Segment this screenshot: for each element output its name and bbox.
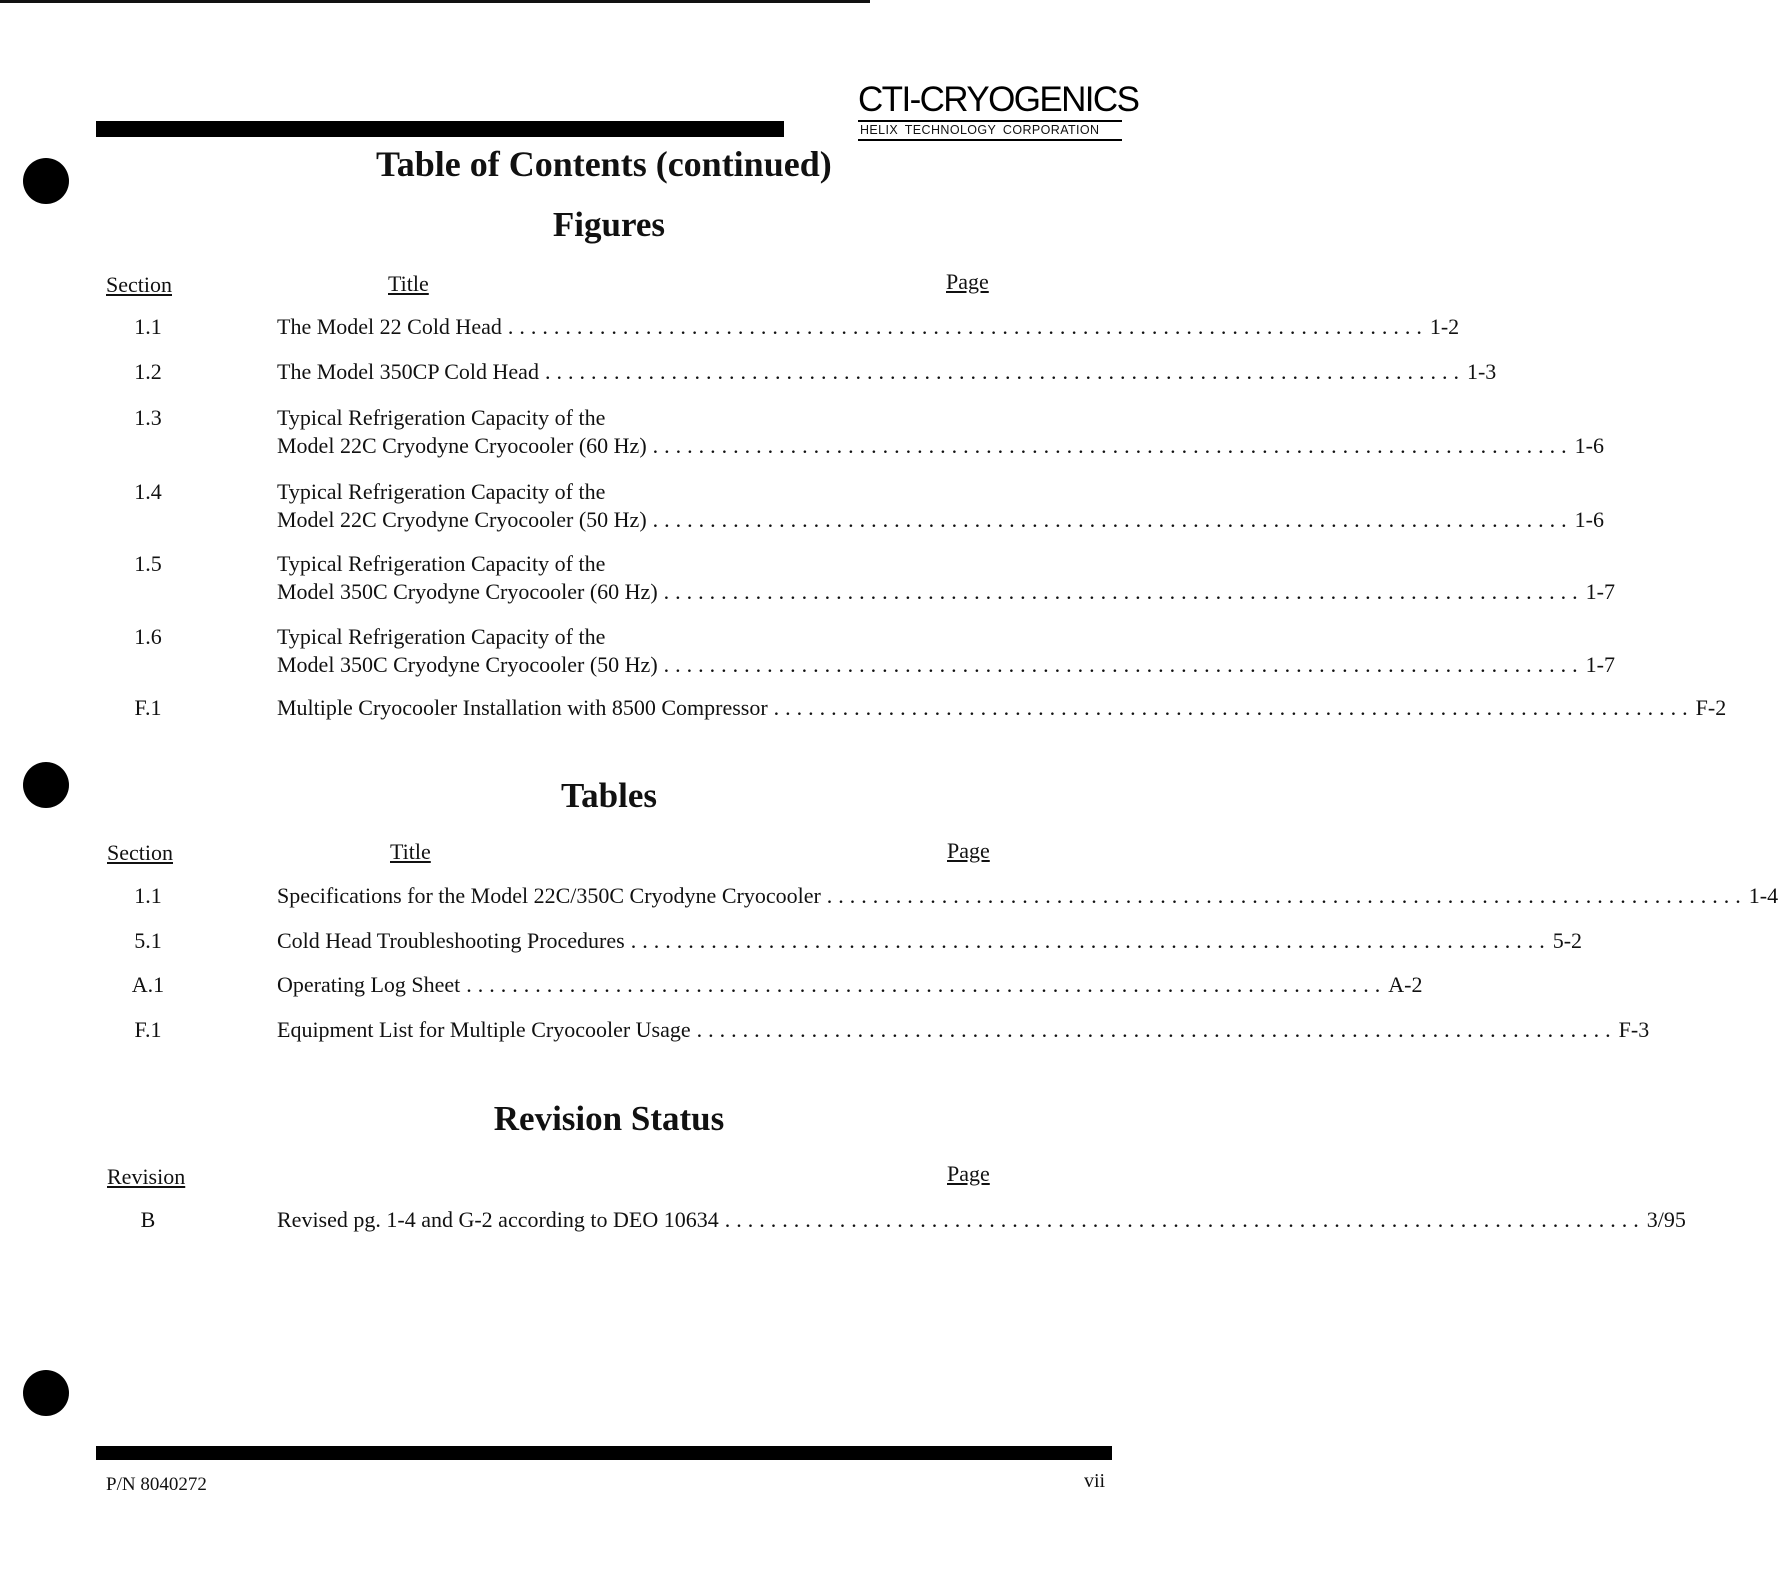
dot-leader: ................................................................................: [826, 883, 1747, 908]
entry-title-line: [277, 971, 1423, 999]
entry-title-text: Equipment List for Multiple Cryocooler Usage: [277, 1017, 691, 1042]
binder-hole-bottom: [23, 1370, 69, 1416]
entry-title: [277, 623, 1615, 679]
revision-col-page: Page: [947, 1161, 990, 1186]
figures-col-page: Page: [946, 269, 989, 294]
entry-title: [277, 882, 1778, 910]
revision-status-heading: Revision Status: [493, 1099, 725, 1138]
tables-col-page: Page: [947, 838, 990, 863]
figures-heading: Figures: [552, 205, 666, 244]
entry-number: B: [140, 1207, 156, 1232]
dot-leader: ................................................................................: [696, 1017, 1617, 1042]
entry-title-line: [277, 694, 1727, 722]
entry-page: 1-7: [1585, 652, 1615, 677]
entry-page: 1-6: [1574, 507, 1604, 532]
entry-title-text: Typical Refrigeration Capacity of the: [277, 551, 606, 576]
top-scan-line: [0, 0, 870, 3]
figures-col-section: Section: [106, 272, 172, 297]
entry-title: [277, 313, 1460, 341]
entry-title: [277, 358, 1497, 386]
entry-page: 1-6: [1574, 433, 1604, 458]
entry-title-line: [277, 478, 1010, 506]
header-rule: [96, 121, 784, 137]
entry-number: F.1: [134, 695, 162, 720]
tables-col-section: Section: [107, 840, 173, 865]
entry-title-text: Revised pg. 1-4 and G-2 according to DEO 10634: [277, 1207, 719, 1232]
entry-number: 1.1: [134, 314, 162, 339]
entry-title-text: Typical Refrigeration Capacity of the: [277, 624, 606, 649]
entry-title-line: [277, 313, 1460, 341]
dot-leader: ................................................................................: [663, 652, 1584, 677]
entry-number: 1.6: [134, 624, 162, 649]
footer-part-number: P/N 8040272: [106, 1474, 207, 1495]
entry-page: 5-2: [1552, 928, 1583, 953]
entry-title-text: Specifications for the Model 22C/350C Cryodyne Cryocooler: [277, 883, 821, 908]
dot-leader: ................................................................................: [652, 433, 1573, 458]
dot-leader: ................................................................................: [652, 507, 1573, 532]
entry-title: [277, 1016, 1650, 1044]
entry-title-text: Model 22C Cryodyne Cryocooler (50 Hz): [277, 507, 647, 532]
entry-number: 1.1: [134, 883, 162, 908]
dot-leader: ................................................................................: [630, 928, 1551, 953]
entry-number: F.1: [134, 1017, 162, 1042]
entry-number: 1.3: [134, 405, 162, 430]
entry-title-text: Typical Refrigeration Capacity of the: [277, 405, 606, 430]
entry-number: A.1: [131, 972, 165, 997]
entry-page: F-3: [1618, 1017, 1650, 1042]
entry-page: F-2: [1695, 695, 1727, 720]
entry-title: [277, 971, 1423, 999]
entry-title: [277, 478, 1604, 534]
entry-title-line: [277, 651, 1615, 679]
entry-title-text: Model 350C Cryodyne Cryocooler (50 Hz): [277, 652, 658, 677]
entry-title-line: [277, 882, 1778, 910]
dot-leader: ................................................................................: [773, 695, 1694, 720]
revision-col-revision: Revision: [107, 1164, 186, 1189]
entry-title-line: [277, 550, 1010, 578]
entry-page: 1-4: [1748, 883, 1778, 908]
dot-leader: ................................................................................: [544, 359, 1465, 384]
footer-page-number: vii: [1084, 1470, 1106, 1492]
entry-title: [277, 404, 1604, 460]
entry-number: 1.5: [134, 551, 162, 576]
dot-leader: ................................................................................: [507, 314, 1428, 339]
entry-title-text: The Model 22 Cold Head: [277, 314, 502, 339]
entry-title-text: Model 22C Cryodyne Cryocooler (60 Hz): [277, 433, 647, 458]
entry-title-text: Multiple Cryocooler Installation with 8500 Compressor: [277, 695, 768, 720]
entry-number: 1.4: [134, 479, 162, 504]
entry-title-text: The Model 350CP Cold Head: [277, 359, 539, 384]
entry-title-line: [277, 432, 1604, 460]
tables-col-title: Title: [390, 839, 431, 864]
entry-number: 5.1: [134, 928, 162, 953]
entry-title-text: Cold Head Troubleshooting Procedures: [277, 928, 625, 953]
entry-title: [277, 1206, 1686, 1234]
entry-title: [277, 694, 1727, 722]
dot-leader: ................................................................................: [466, 972, 1387, 997]
entry-page: A-2: [1388, 972, 1423, 997]
entry-title-line: [277, 927, 1583, 955]
entry-title-line: [277, 358, 1497, 386]
figures-col-title: Title: [388, 271, 429, 296]
entry-title-line: [277, 1206, 1686, 1234]
entry-page: 1-7: [1585, 579, 1615, 604]
dot-leader: ................................................................................: [663, 579, 1584, 604]
binder-hole-top: [23, 158, 69, 204]
entry-title-text: Operating Log Sheet: [277, 972, 461, 997]
entry-title-line: [277, 578, 1615, 606]
entry-page: 1-3: [1466, 359, 1497, 384]
entry-title-text: Typical Refrigeration Capacity of the: [277, 479, 606, 504]
logo-company-name: CTI-CRYOGENICS: [858, 80, 1139, 119]
entry-title: [277, 550, 1615, 606]
entry-title-line: [277, 506, 1604, 534]
entry-title-line: [277, 623, 1010, 651]
entry-page: 1-2: [1429, 314, 1460, 339]
entry-title: [277, 927, 1583, 955]
tables-heading: Tables: [561, 776, 657, 815]
footer-rule: [96, 1446, 1112, 1460]
entry-title-line: [277, 404, 1010, 432]
logo-division-name: HELIX TECHNOLOGY CORPORATION: [858, 120, 1122, 141]
entry-number: 1.2: [134, 359, 162, 384]
entry-title-line: [277, 1016, 1650, 1044]
company-logo: [858, 80, 1139, 141]
entry-page: 3/95: [1646, 1207, 1686, 1232]
entry-title-text: Model 350C Cryodyne Cryocooler (60 Hz): [277, 579, 658, 604]
dot-leader: ................................................................................: [724, 1207, 1645, 1232]
